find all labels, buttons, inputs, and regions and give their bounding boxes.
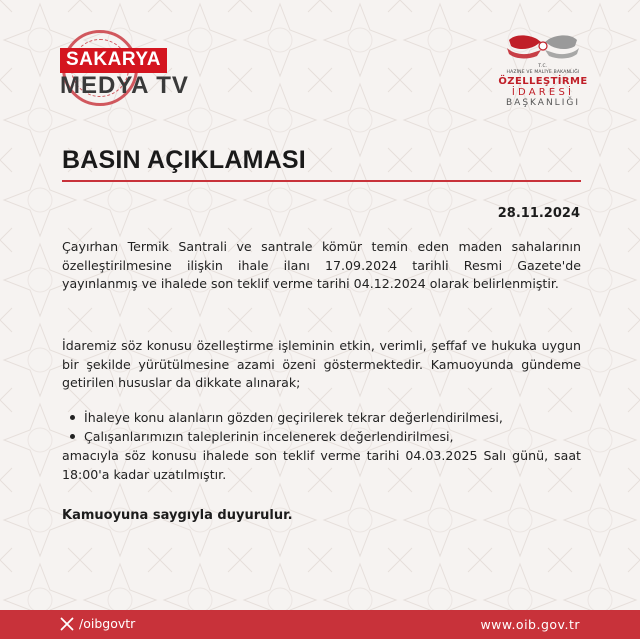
oib-ministry: HAZİNE VE MALİYE BAKANLIĞI [506, 70, 580, 75]
media-logo-subtitle: MEDYA TV [60, 72, 189, 99]
footer-website-link[interactable]: www.oib.gov.tr [480, 617, 580, 632]
bullet-list [62, 408, 581, 446]
press-release-date: 28.11.2024 [497, 206, 580, 221]
bullet-item: İhaleye konu alanların gözden geçirilerek tekrar değerlendirilmesi, [62, 408, 581, 427]
footer-social-link[interactable] [60, 616, 135, 631]
oib-name-line2: İDARESİ [511, 87, 575, 98]
oib-name-line3: BAŞKANLIĞI [506, 98, 580, 108]
paragraph-2: İdaremiz söz konusu özelleştirme işleminin etkin, verimli, şeffaf ve hukuka uygun bir şekilde yürütülmesine azami özeni göstermektedir. Kamuoyunda gündeme getirilen hususlar da dikkate alınarak; [62, 338, 581, 390]
paragraph-3: amacıyla söz konusu ihalede son teklif verme tarihi 04.03.2025 Salı günü, saat 18:00'a kadar uzatılmıştır. [62, 448, 581, 482]
oib-tc: T.C. [538, 64, 548, 69]
sakarya-medya-logo [52, 30, 202, 110]
paragraph-1: Çayırhan Termik Santrali ve santrale kömür temin eden maden sahalarının özelleştirilmesine ilişkin ihale ilanı 17.09.2024 tarihli Resmi Gazete'de yayınlanmış ve ihalede son teklif verme tarihi 04.12.2024 olarak belirlenmiştir. [62, 239, 581, 291]
page-title: BASIN AÇIKLAMASI [62, 146, 306, 174]
x-icon [60, 617, 74, 631]
bullet-item: Çalışanlarımızın taleplerinin incelenerek değerlendirilmesi, [62, 427, 581, 446]
footer-bar [0, 610, 640, 639]
oib-logo [488, 30, 598, 116]
social-handle: /oibgovtr [79, 616, 136, 631]
closing-statement: Kamuoyuna saygıyla duyurulur. [62, 508, 293, 523]
oib-name-line1: ÖZELLEŞTİRME [498, 76, 588, 87]
media-logo-banner: SAKARYA [60, 48, 167, 73]
title-divider [62, 180, 581, 182]
oib-emblem-icon [501, 30, 585, 64]
